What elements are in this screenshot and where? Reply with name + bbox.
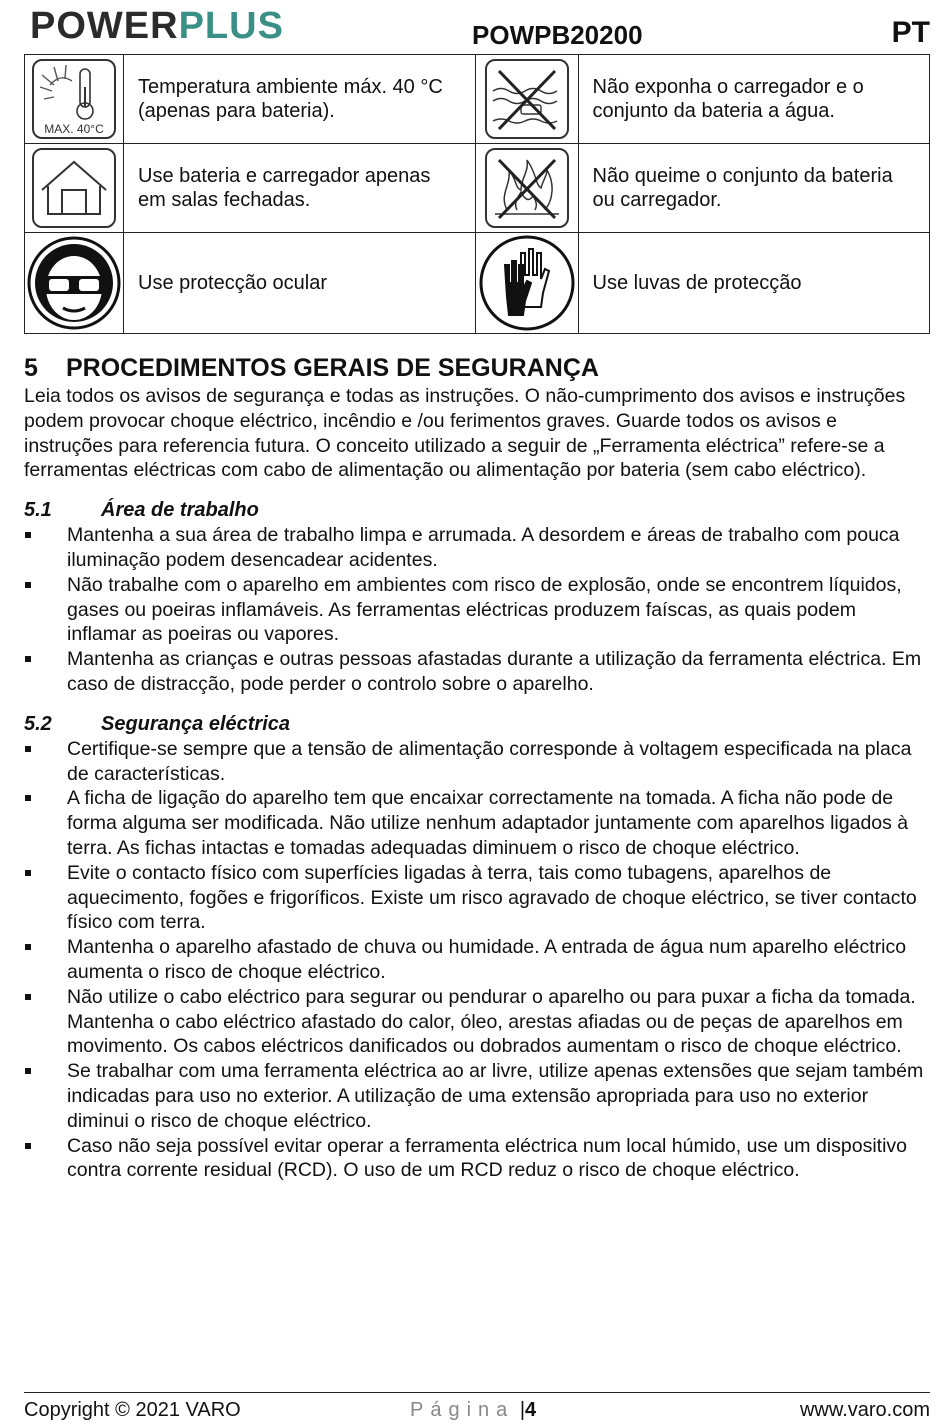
list-item-text: Evite o contacto físico com superfícies ligadas à terra, tais como tubagens, aparelhos de aquecimento, fogões e frigoríficos. Existe um risco agravado de choque eléctrico, se tiver contacto físico com terra. bbox=[67, 861, 917, 934]
model-number: POWPB20200 bbox=[472, 20, 643, 50]
list-item-text: Se trabalhar com uma ferramenta eléctrica ao ar livre, utilize apenas extensões que sejam também indicadas para uso no exterior. A utilização de uma extensão apropriada para uso no exterior diminui o risco de choque eléctrico. bbox=[67, 1060, 924, 1132]
list-item bbox=[24, 647, 930, 697]
electrical-safety-list bbox=[24, 737, 930, 1183]
brand-logo bbox=[30, 4, 284, 48]
subsection-5-2-heading bbox=[24, 711, 930, 737]
protective-gloves-icon bbox=[479, 235, 575, 331]
page-footer bbox=[24, 1392, 930, 1425]
copyright-text: Copyright © 2021 VARO bbox=[24, 1399, 241, 1421]
subsection-number: 5.2 bbox=[24, 712, 52, 735]
bullet-icon bbox=[25, 582, 31, 588]
subsection-number: 5.1 bbox=[24, 499, 52, 522]
list-item bbox=[24, 573, 930, 647]
gloves-symbol-cell bbox=[475, 233, 578, 334]
water-symbol-cell bbox=[475, 55, 578, 144]
bullet-icon bbox=[25, 656, 31, 662]
list-item-text: Certifique-se sempre que a tensão de alimentação corresponde à voltagem especificada na placa de características. bbox=[67, 737, 912, 785]
fire-text: Não queime o conjunto da bateria ou carregador. bbox=[578, 144, 930, 233]
work-area-list bbox=[24, 523, 930, 697]
list-item bbox=[24, 861, 930, 935]
eye-protection-symbol-cell bbox=[25, 233, 124, 334]
subsection-title: Segurança eléctrica bbox=[101, 712, 290, 735]
main-content bbox=[24, 352, 930, 1183]
list-item-text: Mantenha o aparelho afastado de chuva ou humidade. A entrada de água num aparelho eléctrico aumenta o risco de choque eléctrico. bbox=[67, 936, 907, 983]
bullet-icon bbox=[25, 870, 31, 876]
list-item bbox=[24, 935, 930, 985]
section-title: PROCEDIMENTOS GERAIS DE SEGURANÇA bbox=[66, 354, 599, 382]
subsection-5-1-heading bbox=[24, 497, 930, 523]
water-text: Não exponha o carregador e o conjunto da bateria a água. bbox=[578, 55, 930, 144]
list-item bbox=[24, 523, 930, 573]
house-icon bbox=[32, 148, 116, 228]
temperature-symbol-cell bbox=[25, 55, 124, 144]
section-number: 5 bbox=[24, 354, 38, 382]
bullet-icon bbox=[25, 994, 31, 1000]
list-item-text: A ficha de ligação do aparelho tem que encaixar correctamente na tomada. A ficha não pode de forma alguma ser modificada. Não utilize nenhum adaptador juntamente com aparelhos ligados à terra. As fichas intactas e tomadas adequadas diminuem o risco de choque eléctrico. bbox=[67, 787, 909, 859]
list-item-text: Não trabalhe com o aparelho em ambientes com risco de explosão, onde se encontrem líquidos, gases ou poeiras inflamáveis. As ferramentas eléctricas produzem faíscas, as quais podem inflamar as poeiras ou vapores. bbox=[67, 573, 902, 646]
page-indicator bbox=[410, 1399, 536, 1422]
temperature-text: Temperatura ambiente máx. 40 °C (apenas para bateria). bbox=[124, 55, 476, 144]
svg-text:MAX. 40°C: MAX. 40°C bbox=[44, 122, 104, 136]
subsection-title: Área de trabalho bbox=[101, 499, 259, 522]
list-item-text: Mantenha as crianças e outras pessoas afastadas durante a utilização da ferramenta eléctrica. Em caso de distracção, pode perder o controlo sobre o aparelho. bbox=[67, 648, 922, 695]
page-number: 4 bbox=[525, 1399, 537, 1421]
list-item-text: Não utilize o cabo eléctrico para segurar ou pendurar o aparelho ou para puxar a ficha da tomada. Mantenha o cabo eléctrico afastado do calor, óleo, arestas afiadas ou de peças de aparelhos em movimento. Os cabos eléctricos danificados ou dobrados aumentam o risco de choque eléctrico. bbox=[67, 985, 916, 1058]
bullet-icon bbox=[25, 746, 31, 752]
bullet-icon bbox=[25, 532, 31, 538]
indoor-text: Use bateria e carregador apenas em salas fechadas. bbox=[124, 144, 476, 233]
list-item-text: Mantenha a sua área de trabalho limpa e arrumada. A desordem e áreas de trabalho com pouca iluminação podem desencadear acidentes. bbox=[67, 524, 900, 571]
page-separator: | bbox=[519, 1399, 526, 1421]
no-fire-icon bbox=[485, 148, 569, 228]
eye-protection-text: Use protecção ocular bbox=[124, 233, 476, 334]
logo-part-1: POWER bbox=[30, 5, 179, 47]
language-code: PT bbox=[891, 16, 930, 49]
thermometer-icon bbox=[32, 59, 116, 139]
safety-goggles-icon bbox=[27, 236, 121, 330]
bullet-icon bbox=[25, 1143, 31, 1149]
indoor-symbol-cell bbox=[25, 144, 124, 233]
website-link[interactable]: www.varo.com bbox=[799, 1399, 930, 1421]
section-5-heading bbox=[24, 352, 930, 384]
fire-symbol-cell bbox=[475, 144, 578, 233]
page-word: Página bbox=[410, 1399, 515, 1421]
section-5-intro: Leia todos os avisos de segurança e todas as instruções. O não-cumprimento dos avisos e instruções podem provocar choque eléctrico, incêndio e /ou ferimentos graves. Guarde todos os avisos e instruções para referencia futura. O conceito utilizado a seguir de „Ferramenta eléctrica” refere-se a ferramentas eléctricas com cabo de alimentação ou alimentação por bateria (sem cabo eléctrico). bbox=[24, 385, 906, 482]
bullet-icon bbox=[25, 944, 31, 950]
list-item bbox=[24, 737, 930, 787]
list-item bbox=[24, 985, 930, 1059]
list-item bbox=[24, 1134, 930, 1184]
safety-symbols-table bbox=[24, 54, 930, 334]
page-header bbox=[24, 0, 930, 54]
list-item bbox=[24, 1059, 930, 1133]
list-item-text: Caso não seja possível evitar operar a ferramenta eléctrica num local húmido, use um dispositivo contra corrente residual (RCD). O uso de um RCD reduz o risco de choque eléctrico. bbox=[67, 1134, 907, 1182]
bullet-icon bbox=[25, 1068, 31, 1074]
no-water-icon bbox=[485, 59, 569, 139]
gloves-text: Use luvas de protecção bbox=[578, 233, 930, 334]
bullet-icon bbox=[25, 795, 31, 801]
list-item bbox=[24, 786, 930, 860]
logo-part-2: PLUS bbox=[178, 5, 284, 47]
